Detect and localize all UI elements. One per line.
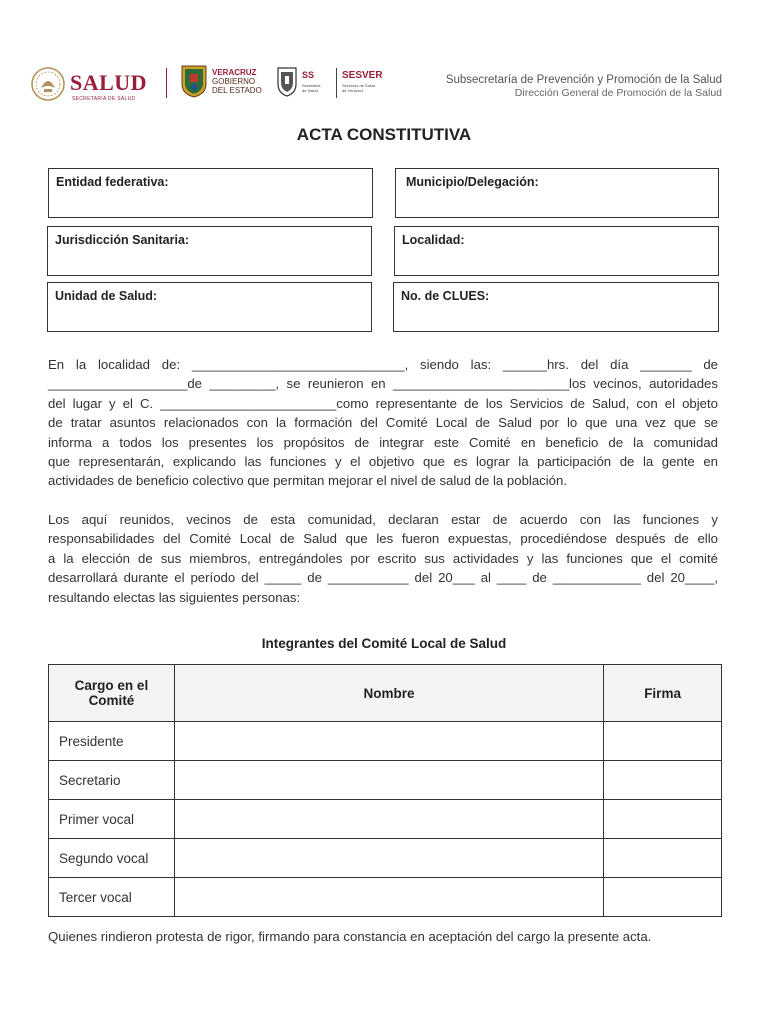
- paragraph-line: que representarán, explicando las funciones y el objetivo que es lograr la participación de la gente en: [48, 454, 718, 470]
- subsecretaria-line: Subsecretaría de Prevención y Promoción de la Salud: [445, 74, 722, 86]
- direccion-line: Dirección General de Promoción de la Salud: [514, 87, 722, 99]
- cargo-cell: Primer vocal: [49, 800, 175, 839]
- unidad-salud-field[interactable]: [47, 282, 372, 332]
- cargo-cell: Segundo vocal: [49, 839, 175, 878]
- firma-cell[interactable]: [604, 839, 722, 878]
- closing-statement: Quienes rindieron protesta de rigor, firmando para constancia en aceptación del cargo la presente acta.: [48, 929, 652, 944]
- ss-sub-line2: de Salud: [302, 88, 318, 93]
- sesver-logo-subtext: [342, 83, 375, 93]
- sesver-logo-text: SESVER: [342, 70, 383, 81]
- header-agency-text: [446, 74, 722, 99]
- table-title: Integrantes del Comité Local de Salud: [261, 636, 507, 651]
- cargo-cell: Secretario: [49, 761, 175, 800]
- entidad-federativa-field[interactable]: [48, 168, 373, 218]
- firma-cell[interactable]: [604, 878, 722, 917]
- firma-cell[interactable]: [604, 722, 722, 761]
- clues-label: No. de CLUES:: [401, 289, 490, 303]
- localidad-field[interactable]: [394, 226, 719, 276]
- sesver-sub-line2: de Veracruz: [342, 88, 364, 93]
- committee-members-table: [48, 664, 722, 917]
- paragraph-line: actividades de beneficio colectivo que permitan mejorar el nivel de salud de la población.: [48, 473, 568, 489]
- paragraph-line: ___________________de _________, se reunieron en ________________________los vecinos, autoridades: [48, 376, 718, 392]
- nombre-cell[interactable]: [174, 800, 603, 839]
- firma-cell[interactable]: [604, 800, 722, 839]
- nombre-cell[interactable]: [174, 839, 603, 878]
- municipio-label: Municipio/Delegación:: [406, 175, 539, 189]
- veracruz-crest-icon: [180, 64, 208, 98]
- table-row: [49, 722, 722, 761]
- logo-divider-2: [336, 68, 337, 98]
- paragraph-line: de tratar asuntos relacionados con la formación del Comité Local de Salud por lo que una vez que se: [48, 415, 718, 431]
- ss-logo-text: SS: [302, 70, 315, 80]
- ss-crest-icon: [276, 66, 298, 98]
- paragraph-line: informa a todos los presentes los propósitos de integrar este Comité en beneficio de la comunidad: [48, 434, 718, 450]
- veracruz-logo-text: [212, 68, 262, 95]
- nombre-cell[interactable]: [174, 878, 603, 917]
- salud-logo: [30, 66, 158, 102]
- nombre-cell[interactable]: [174, 722, 603, 761]
- paragraph-line: Los aquí reunidos, vecinos de esta comunidad, declaran estar de acuerdo con las funciones y: [48, 512, 718, 527]
- nombre-cell[interactable]: [174, 761, 603, 800]
- firma-header: Firma: [604, 665, 722, 722]
- acta-paragraph-1: [48, 355, 718, 491]
- nombre-header: Nombre: [174, 665, 603, 722]
- table-header-row: [49, 665, 722, 722]
- localidad-label: Localidad:: [402, 233, 465, 247]
- paragraph-line: a la elección de sus miembros, entregándoles por escrito sus actividades y las funciones que el comité: [48, 550, 718, 566]
- jurisdiccion-field[interactable]: [47, 226, 372, 276]
- unidad-salud-label: Unidad de Salud:: [55, 289, 158, 303]
- page-header: [30, 62, 722, 108]
- ss-logo-subtext: [302, 83, 320, 93]
- paragraph-line: del lugar y el C. ________________________como representante de los Servicios de Salud, con el objeto: [48, 395, 718, 411]
- table-row: [49, 878, 722, 917]
- table-row: [49, 761, 722, 800]
- paragraph-line: responsabilidades del Comité Local de Salud que les fueron expuestas, procediéndose después de ello: [48, 531, 718, 547]
- paragraph-line: desarrollará durante el período del _____ de ___________ del 20___ al ____ de ____________ del 20____,: [48, 570, 718, 586]
- salud-wordmark: SALUD: [70, 70, 148, 95]
- salud-subtitle: SECRETARÍA DE SALUD: [72, 96, 136, 102]
- entidad-federativa-label: Entidad federativa:: [56, 175, 169, 189]
- page-title: ACTA CONSTITUTIVA: [296, 125, 472, 144]
- table-row: [49, 800, 722, 839]
- logo-divider: [166, 68, 167, 98]
- municipio-field[interactable]: [395, 168, 719, 218]
- paragraph-line: resultando electas las siguientes personas:: [48, 589, 301, 605]
- cargo-cell: Presidente: [49, 722, 175, 761]
- jurisdiccion-label: Jurisdicción Sanitaria:: [55, 233, 190, 247]
- del-estado-text: DEL ESTADO: [212, 86, 262, 95]
- gobierno-text: GOBIERNO: [212, 77, 256, 86]
- veracruz-name: VERACRUZ: [212, 68, 257, 77]
- cargo-header: Cargo en el Comité: [49, 665, 175, 722]
- mexico-seal-icon: [30, 66, 66, 102]
- ss-sub-line1: Secretaría: [302, 83, 321, 88]
- firma-cell[interactable]: [604, 761, 722, 800]
- table-row: [49, 839, 722, 878]
- paragraph-line: En la localidad de: _____________________________, siendo las: ______hrs. del día _______ de: [48, 357, 718, 372]
- sesver-sub-line1: Servicios de Salud: [342, 83, 376, 88]
- acta-paragraph-2: [48, 510, 718, 607]
- cargo-cell: Tercer vocal: [49, 878, 175, 917]
- clues-field[interactable]: [393, 282, 719, 332]
